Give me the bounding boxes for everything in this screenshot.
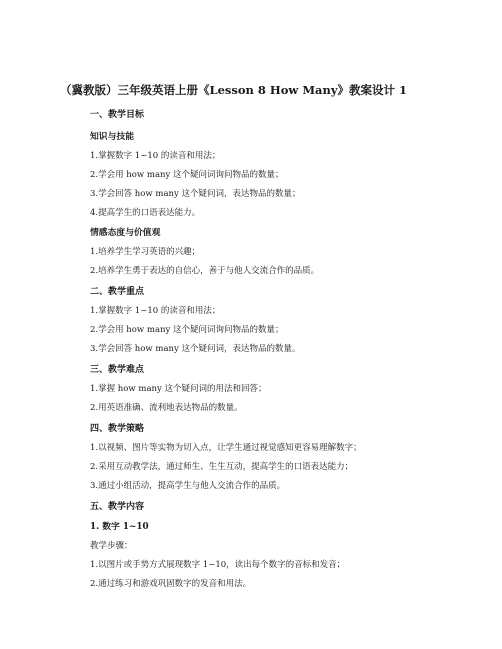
list-item: 2.学会用 how many 这个疑问词询问物品的数量； <box>90 170 284 180</box>
section-heading-difficulties: 三、教学难点 <box>90 365 145 375</box>
section-heading-key-points: 二、教学重点 <box>90 287 145 297</box>
list-item: 4.提高学生的口语表达能力。 <box>90 208 201 218</box>
subheading-knowledge-skills: 知识与技能 <box>90 132 134 142</box>
list-item: 3.通过小组活动，提高学生与他人交流合作的品质。 <box>90 481 286 491</box>
document-title: （冀教版）三年级英语上册《Lesson 8 How Many》教案设计 1 <box>60 83 408 97</box>
list-item: 1.掌握数字 1~10 的读音和用法； <box>90 306 221 316</box>
list-item: 3.学会回答 how many 这个疑问词，表达物品的数量； <box>90 189 301 199</box>
steps-label: 教学步骤： <box>90 541 133 551</box>
section-heading-objectives: 一、教学目标 <box>90 110 145 120</box>
section-heading-content: 五、教学内容 <box>90 502 145 512</box>
list-item: 1.掌握 how many 这个疑问词的用法和回答； <box>90 384 267 394</box>
list-item: 1.培养学生学习英语的兴趣； <box>90 247 201 257</box>
list-item: 1.以视频、图片等实物为切入点，让学生通过视觉感知更容易理解数字； <box>90 443 362 453</box>
section-heading-strategies: 四、教学策略 <box>90 424 145 434</box>
list-item: 2.采用互动教学法，通过师生、生生互动，提高学生的口语表达能力； <box>90 462 354 472</box>
list-item: 2.学会用 how many 这个疑问词询问物品的数量； <box>90 325 284 335</box>
list-item: 1.以图片或手势方式展现数字 1~10，读出每个数字的音标和发音； <box>90 560 346 570</box>
list-item: 2.通过练习和游戏巩固数字的发音和用法。 <box>90 579 252 589</box>
subheading-attitude-values: 情感态度与价值观 <box>90 228 161 238</box>
subheading-numbers: 1. 数字 1~10 <box>90 522 149 532</box>
list-item: 1.掌握数字 1~10 的读音和用法； <box>90 151 221 161</box>
list-item: 2.用英语准确、流利地表达物品的数量。 <box>90 403 243 413</box>
list-item: 2.培养学生勇于表达的自信心，善于与他人交流合作的品质。 <box>90 266 320 276</box>
list-item: 3.学会回答 how many 这个疑问词，表达物品的数量。 <box>90 344 301 354</box>
